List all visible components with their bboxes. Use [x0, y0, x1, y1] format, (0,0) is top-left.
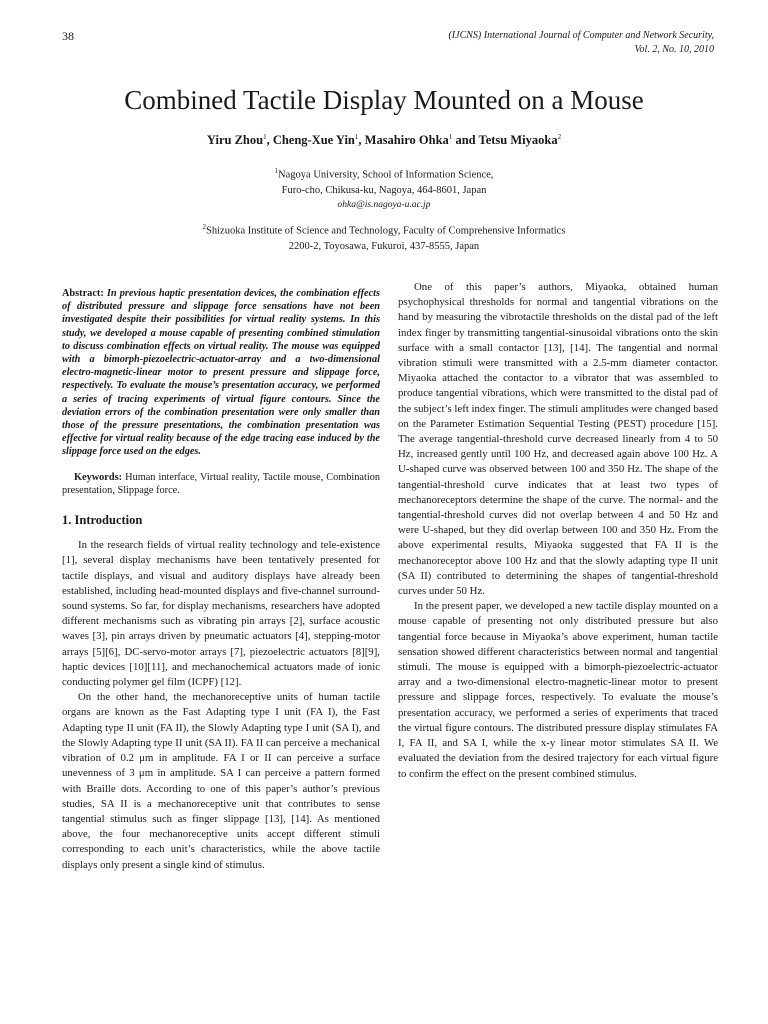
- author-affiliation-mark: 1: [354, 133, 359, 141]
- abstract-label: Abstract:: [62, 288, 104, 299]
- journal-name: (IJCNS) International Journal of Computer and Network Security,: [448, 30, 714, 41]
- author-name: Tetsu Miyaoka: [478, 133, 558, 148]
- body-paragraph: On the other hand, the mechanoreceptive units of human tactile organs are known as the Fast Adapting type I unit (FA I), the Fast Adapting type II unit (FA II), the Slowly Adapting type I unit (SA I), and the Slowly Adapting type II unit (SA II). FA II can perceive a mechanical vibration of 0.2 μm in amplitude. FA I or II can perceive a surface unevenness of 3 μm in amplitude. SA I can perceive a pattern formed with Braille dots. According to one of this paper’s author’s previous studies, SA II is a mechanoreceptive unit that contributes to sense tangential stimulus such as finger slippage [13], [14]. As mentioned above, the four mechanoreceptive units accept different stimuli corresponding to each unit’s characteristics, while the above tactile displays only present a single kind of stimulus.: [62, 691, 380, 871]
- body-paragraph: In the present paper, we developed a new tactile display mounted on a mouse capable of presenting not only distributed pressure but also tangential force because in Miyaoka’s above experiment, human tactile sensation showed different characteristics between normal and tangential stimuli. The mouse is equipped with a bimorph-piezoelectric-actuator array and a two-dimensional electro-magnetic-linear motor to present pressure and slippage forces, respectively. To evaluate the mouse’s presentation accuracy, we performed a series of experiments that traced the virtual figure contours. The distributed pressure display stimulates FA I, FA II, and SA I, while the x-y linear motor stimulates SA II. We evaluated the deviation from the desired trajectory for each virtual figure to confirm the effect on the present combined stimulus.: [398, 600, 718, 780]
- affiliation-line: 2200-2, Toyosawa, Fukuroi, 437-8555, Japan: [288, 240, 480, 252]
- affiliation-mark: 1: [274, 167, 279, 175]
- author-name: Yiru Zhou: [206, 133, 264, 148]
- affiliation-2: [0, 220, 768, 254]
- author-affiliation-mark: 1: [263, 133, 267, 141]
- abstract-text: In previous haptic presentation devices, the combination effects of distributed pressure and slippage force sensations have not been investigated despite their possibilities for virtual reality systems. In this study, we developed a mouse capable of presenting combined stimulation to discuss combination effects on virtual reality. The mouse was equipped with a bimorph-piezoelectric-actuator-array and a two-dimensional electro-magnetic-linear motor to present pressure and slippage force, respectively. To evaluate the mouse’s presentation accuracy, we performed a series of tracing experiments of virtual figure contours. Since the deviation errors of the combination presentation were only smaller than those of the pressure presentations, the combination presentation was effective for virtual reality because of the edge tracing ease induced by the slippage force used on the edges.: [62, 288, 381, 458]
- author-name: Cheng-Xue Yin: [272, 133, 355, 148]
- affiliation-line: Furo-cho, Chikusa-ku, Nagoya, 464-8601, Japan: [281, 184, 487, 196]
- keywords: [62, 471, 380, 497]
- abstract: [62, 287, 380, 459]
- body-paragraph: One of this paper’s authors, Miyaoka, obtained human psychophysical thresholds for normal and tangential vibrations on the hand by measuring the vibrotactile thresholds on the distal pad of the left index finger by transmitting tangential-sinusoidal vibrations onto the skin surface with a small contactor [13], [14]. The tangential and normal vibration stimuli were transmitted with a 2.5-mm diameter contactor. Miyaoka attached the contactor to a vibrator that was assembled to produce tangential vibrations, which were transmitted to the distal pad of the subject’s left index finger. The stimuli amplitudes were changed based on the Parameter Estimation Sequential Testing (PEST) procedure [15]. The average tangential-threshold curve decreased linearly from 4 to 50 Hz, increased gently until 100 Hz, and decreased again above 100 Hz. A U-shaped curve was observed between 100 and 350 Hz. The shape of the tangential-threshold curve indicates that at least two types of mechanoreceptors determine the shape of the curve. The normal- and the tangential-threshold curves did not overlap between 4 and 50 Hz and were U-shaped, but they did overlap between 100 and 350 Hz. From the above experimental results, Miyaoka suggested that FA II is the mechanoreceptor above 100 Hz and that the slowly adapting type II unit (SA II) contributed to determining the shapes of tangential-threshold curves under 50 Hz.: [398, 281, 718, 598]
- author-list: [0, 133, 768, 148]
- affiliation-line: Shizuoka Institute of Science and Technology, Faculty of Comprehensive Informatics: [206, 225, 566, 237]
- author-separator: and: [452, 133, 479, 148]
- keywords-label: Keywords:: [74, 471, 123, 483]
- keywords-text: Human interface, Virtual reality, Tactile mouse, Combination presentation, Slippage force.: [62, 471, 380, 496]
- journal-header: [448, 29, 714, 57]
- affiliation-line: Nagoya University, School of Information Science,: [278, 169, 494, 181]
- author-separator: ,: [266, 133, 273, 148]
- right-column: [398, 280, 718, 782]
- left-column: [62, 287, 380, 873]
- journal-volume: Vol. 2, No. 10, 2010: [634, 44, 714, 55]
- author-name: Masahiro Ohka: [364, 133, 449, 148]
- body-paragraph: In the research fields of virtual reality technology and tele-existence [1], several display mechanisms have been tentatively presented for tactile displays, and visual and auditory displays have already been established, including head-mounted displays and five-channel surround-sound systems. So far, for display mechanisms, researchers have adopted different mechanisms such as vibrating pin arrays [2], surface acoustic waves [3], pin arrays driven by pneumatic actuators [4], stepping-motor arrays [5][6], DC-servo-motor arrays [7], piezoelectric actuators [8][9], haptic devices [10][11], and mechanochemical actuators made of ionic conducting polymer gel film (ICPF) [12].: [62, 539, 380, 689]
- contact-email[interactable]: ohka@is.nagoya-u.ac.jp: [337, 199, 431, 210]
- section-heading: 1. Introduction: [62, 513, 143, 528]
- author-separator: ,: [358, 133, 365, 148]
- affiliation-mark: 2: [202, 223, 207, 231]
- author-affiliation-mark: 2: [557, 133, 562, 141]
- affiliation-1: [0, 164, 768, 213]
- paper-title: Combined Tactile Display Mounted on a Mouse: [124, 85, 644, 115]
- page-number: 38: [62, 29, 74, 43]
- author-affiliation-mark: 1: [448, 133, 453, 141]
